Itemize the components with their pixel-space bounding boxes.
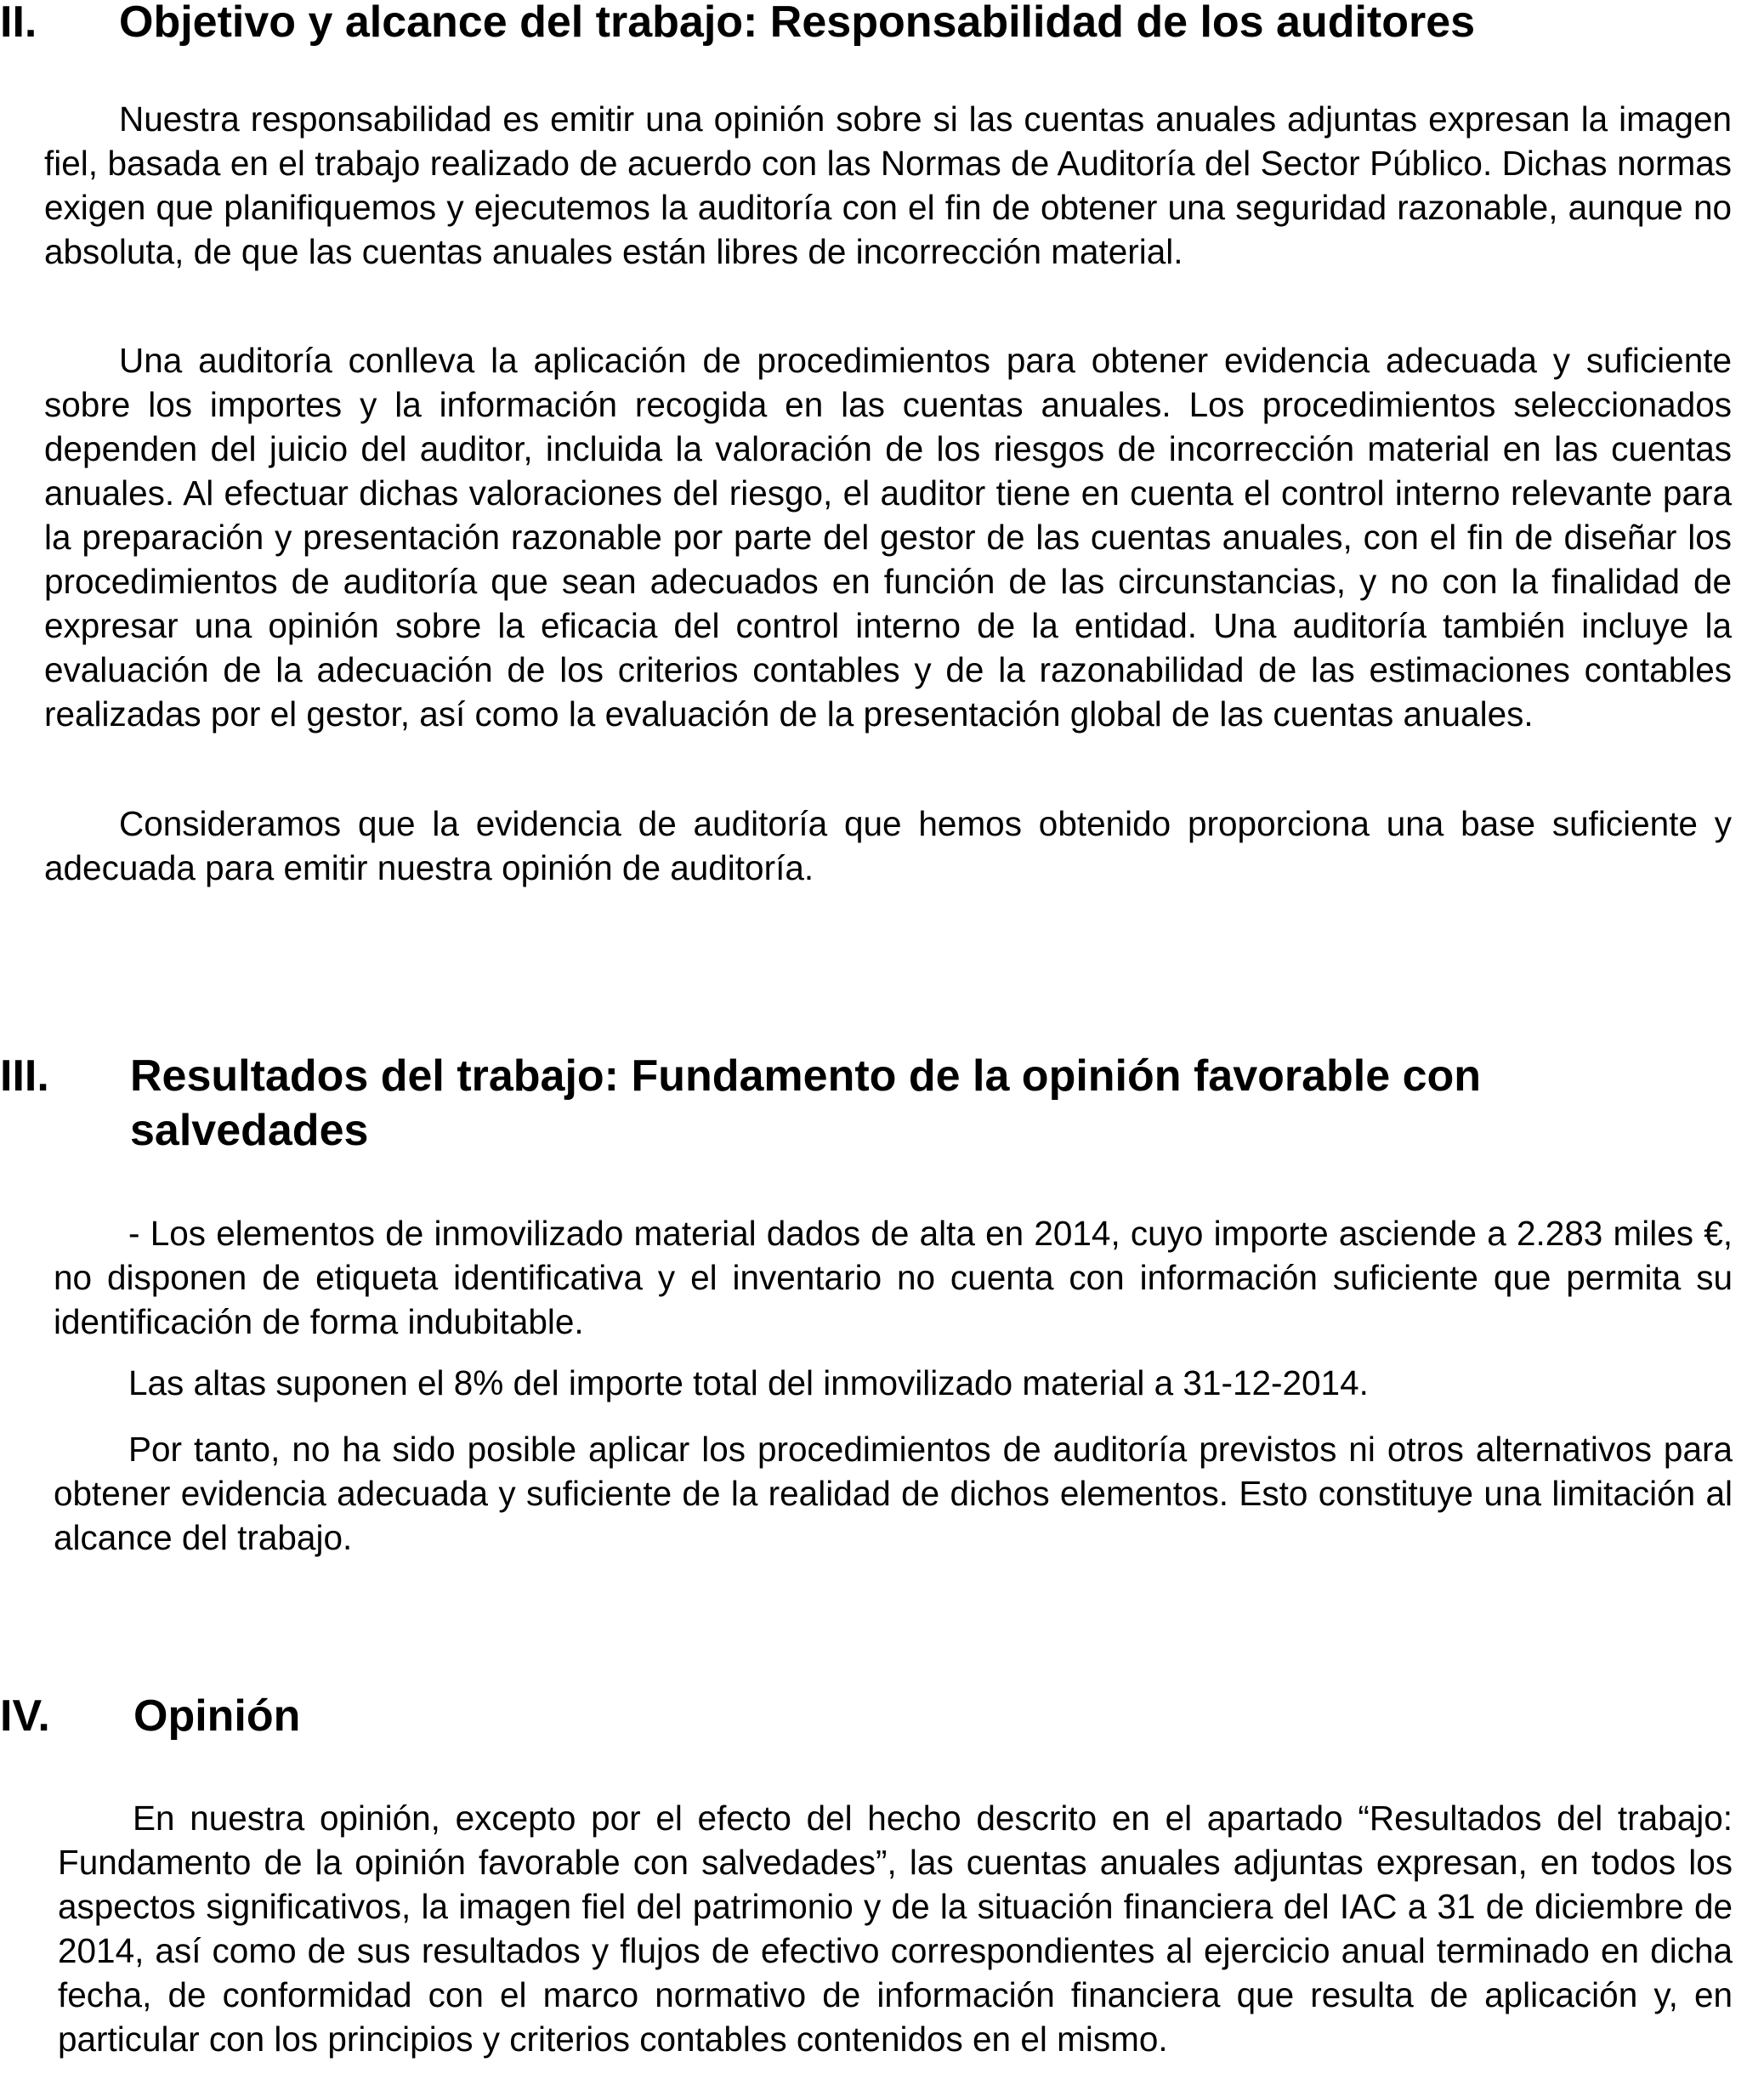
section-title: Objetivo y alcance del trabajo: Responsabilidad de los auditores [119,0,1476,47]
section-title: Opinión [133,1691,301,1741]
section-title: Resultados del trabajo: Fundamento de la opinión favorable con salvedades [130,1051,1482,1155]
section-number: II. [0,0,37,47]
section-heading-ii [0,0,1764,49]
section-number: IV. [0,1691,50,1741]
section-heading-iv [0,1689,1764,1743]
paragraph: Una auditoría conlleva la aplicación de procedimientos para obtener evidencia adecuada y suficiente sobre los importes y la información recogida en las cuentas anuales. Los procedimientos seleccionados dependen del juicio del auditor, incluida la valoración de los riesgos de incorrección material en las cuentas anuales. Al efectuar dichas valoraciones del riesgo, el auditor tiene en cuenta el control interno relevante para la preparación y presentación razonable por parte del gestor de las cuentas anuales, con el fin de diseñar los procedimientos de auditoría que sean adecuados en función de las circunstancias, y no con la finalidad de expresar una opinión sobre la eficacia del control interno de la entidad. Una auditoría también incluye la evaluación de la adecuación de los criterios contables y de la razonabilidad de las estimaciones contables realizadas por el gestor, así como la evaluación de la presentación global de las cuentas anuales. [44,341,1732,734]
paragraph: Nuestra responsabilidad es emitir una opinión sobre si las cuentas anuales adjuntas expresan la imagen fiel, basada en el trabajo realizado de acuerdo con las Normas de Auditoría del Sector Público. Dichas normas exigen que planifiquemos y ejecutemos la auditoría con el fin de obtener una seguridad razonable, aunque no absoluta, de que las cuentas anuales están libres de incorrección material. [44,99,1732,271]
section-heading-iii [0,1049,1764,1158]
list-item-paragraph: - Los elementos de inmovilizado material dados de alta en 2014, cuyo importe asciende a 2.283 miles €, no disponen de etiqueta identificativa y el inventario no cuenta con información suficiente que permita su identificación de forma indubitable. [54,1214,1733,1341]
paragraph: Las altas suponen el 8% del importe total del inmovilizado material a 31-12-2014. [128,1363,1369,1402]
section-number: III. [0,1051,49,1101]
paragraph: Consideramos que la evidencia de auditoría que hemos obtenido proporciona una base suficiente y adecuada para emitir nuestra opinión de auditoría. [44,804,1732,887]
paragraph: Por tanto, no ha sido posible aplicar los procedimientos de auditoría previstos ni otros alternativos para obtener evidencia adecuada y suficiente de la realidad de dichos elementos. Esto constituye una limitación al alcance del trabajo. [54,1430,1733,1557]
paragraph: En nuestra opinión, excepto por el efecto del hecho descrito en el apartado “Resultados del trabajo: Fundamento de la opinión favorable con salvedades”, las cuentas anuales adjuntas expresan, en todos los aspectos significativos, la imagen fiel del patrimonio y de la situación financiera del IAC a 31 de diciembre de 2014, así como de sus resultados y flujos de efectivo correspondientes al ejercicio anual terminado en dicha fecha, de conformidad con el marco normativo de información financiera que resulta de aplicación y, en particular con los principios y criterios contables contenidos en el mismo. [58,1799,1733,2059]
